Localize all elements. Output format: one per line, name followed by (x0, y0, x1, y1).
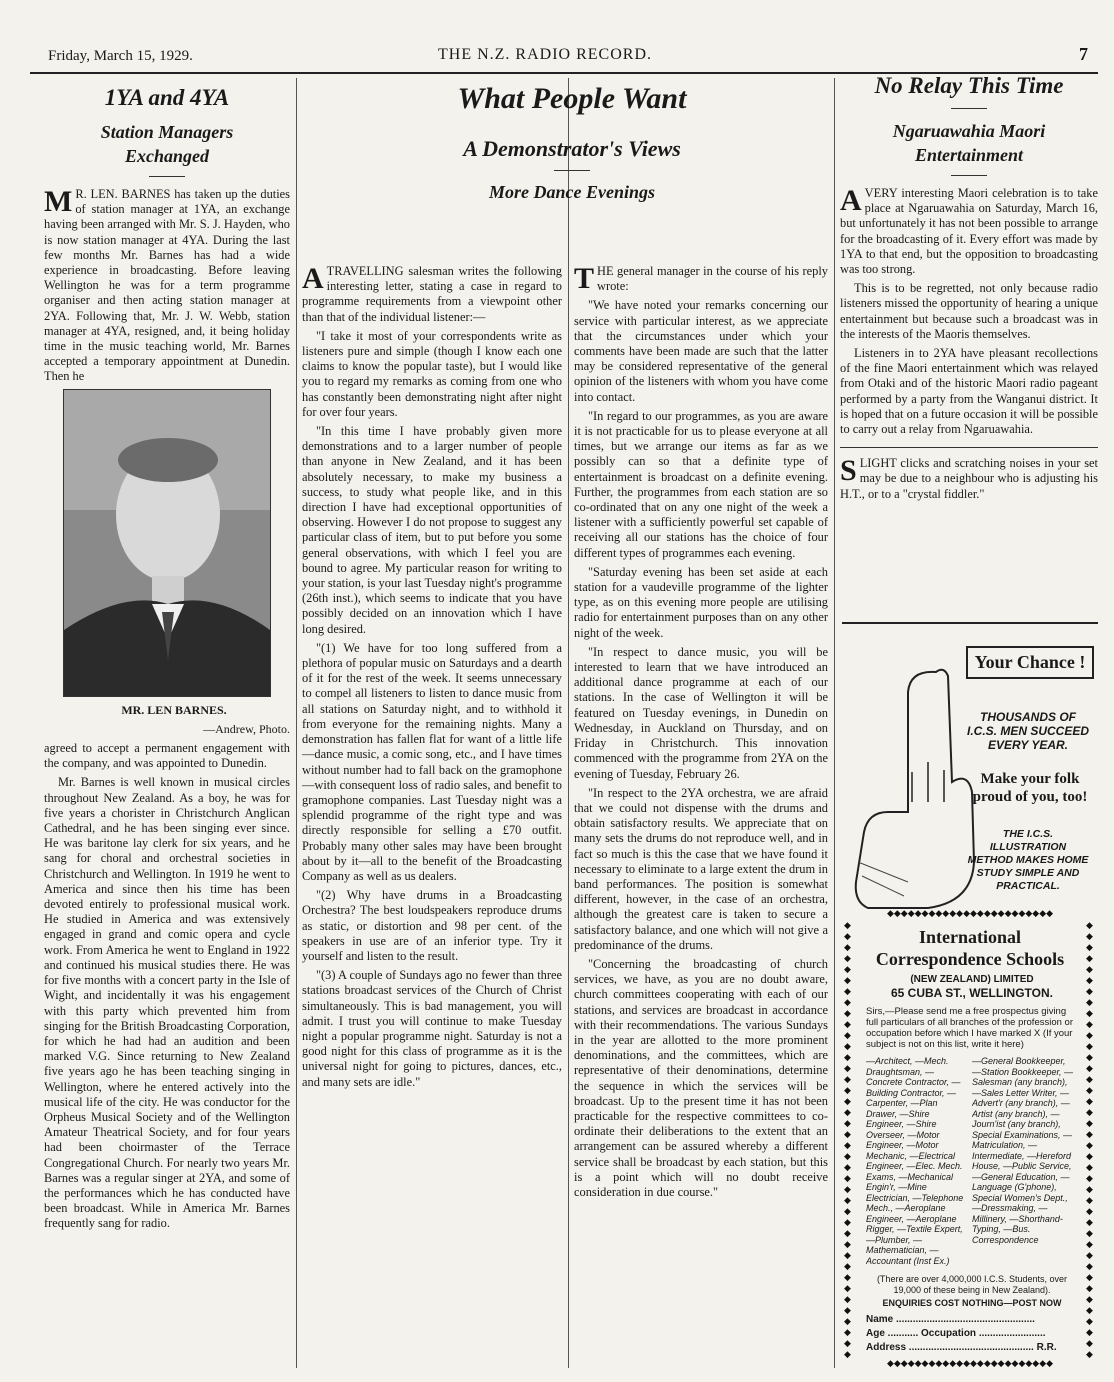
masthead: THE N.Z. RADIO RECORD. (438, 46, 652, 63)
article-paragraph: ATRAVELLING salesman writes the following interesting letter, stating a case in regard to programme requirements from a viewpoint other than that of the individual listener:— (302, 262, 562, 324)
column-divider (834, 78, 835, 1368)
coupon-age-occupation-field[interactable]: Age ........... Occupation ........................ (866, 1328, 1046, 1339)
diamond-border: ◆ ◆ ◆ ◆ ◆ ◆ ◆ ◆ ◆ ◆ ◆ ◆ ◆ ◆ ◆ ◆ ◆ ◆ ◆ ◆ ◆ ◆ ◆ ◆ ◆ ◆ ◆ ◆ ◆ ◆ ◆ ◆ ◆ ◆ ◆ ◆ ◆ ◆ ◆ ◆ (844, 920, 851, 1359)
article-subhead: Station Managers Exchanged (100, 122, 234, 166)
school-address: 65 CUBA ST., WELLINGTON. (890, 986, 1053, 1000)
article-headline: What People Want (457, 82, 687, 115)
ad-tagline-2: Make your folk proud of you, too! (972, 771, 1088, 805)
issue-date: Friday, March 15, 1929. (48, 48, 193, 64)
article-paragraph: "In regard to our programmes, as you are aware it is not practicable for us to please everyone at all times, but we arrange our items as far as we possibly can so that a definite type of entertainment is broadcast on a definite evening. Further, the programmes from each station are so co-ordinated that on any one night of the week a listener with a sufficiently powerful set capable of receiving all our stations has the choice of four different types of programmes each evening. (574, 408, 828, 560)
article-paragraph: "We have noted your remarks concerning our service with particular interest, as we appreciate that the circumstances under which your comments have been made are such that the latter may be considered representative of the general opinion of the listeners with whom you have come into contact. (574, 298, 828, 404)
article-paragraph: "Concerning the broadcasting of church services, we have, as you are no doubt aware, church committees cooperating with each of our stations, and services are broadcast in accordance with their recommendations. The various Sundays in the year are allotted to the more prominent denominations, and the committees, which are representative of their denominations, determine the sequence in which the services will be broadcast. Up to the present time it has not been practicable for the respective committees to co-ordinate their deliberations to the extent that an arrangement can be assured whereby a different service shall be broadcast by each station, but this is a point which will no doubt receive consideration in due course." (574, 956, 828, 1199)
article-what-people-want (302, 78, 687, 1094)
enquiries-line: ENQUIRIES COST NOTHING—POST NOW (882, 1298, 1062, 1308)
diamond-border: ◆ ◆ ◆ ◆ ◆ ◆ ◆ ◆ ◆ ◆ ◆ ◆ ◆ ◆ ◆ ◆ ◆ ◆ ◆ ◆ ◆ ◆ ◆ ◆ ◆ ◆ ◆ ◆ ◆ ◆ ◆ ◆ ◆ ◆ ◆ ◆ ◆ ◆ ◆ ◆ (1086, 920, 1093, 1359)
article-paragraph: SLIGHT clicks and scratching noises in your set may be due to a neighbour who is adjusting his H.T., or to a "crystal fiddler." (840, 454, 1098, 501)
article-paragraph: This is to be regretted, not only because radio listeners missed the opportunity of hearing a unique entertainment but because such a broadcast was in the interests of the Maoris themselves. (840, 281, 1098, 341)
drop-cap: M (44, 185, 73, 218)
drop-cap: S (840, 454, 857, 488)
portrait-photo (63, 389, 271, 697)
article-subhead: Ngaruawahia Maori Entertainment (892, 121, 1046, 165)
pointing-hand-illustration (848, 662, 978, 912)
article-headline: 1YA and 4YA (104, 85, 230, 110)
course-list-left: —Architect, —Mech. Draughtsman, —Concrete Contractor, —Building Contractor, —Carpenter, —Plan Drawer, —Shire Engineer, —Shire Overseer, —Motor Engineer, —Motor Mechanic, —Electrical Engineer, —Elec. Mech. Exams, —Mechanical Engin'r, —Mine Electrician, —Telephone Mech., —Aeroplane Engineer, —Aeroplane Rigger, —Textile Expert, —Plumber, —Mathematician, —Accountant (Inst Ex.) (866, 1056, 964, 1266)
page-number: 7 (1079, 44, 1088, 64)
student-count-note: (There are over 4,000,000 I.C.S. Students, over 19,000 of these being in New Zealand). (876, 1274, 1068, 1295)
article-headline: No Relay This Time (874, 73, 1064, 98)
article-subhead: A Demonstrator's Views (463, 136, 681, 161)
column-divider (296, 78, 297, 1368)
divider-dash (951, 175, 987, 176)
ad-tagline-3: THE I.C.S. ILLUSTRATION METHOD MAKES HOME STUDY SIMPLE AND PRACTICAL. (967, 828, 1089, 892)
item-rule (840, 447, 1098, 448)
article-paragraph: "Saturday evening has been set aside at each station for a vaudeville programme of the lighter type, as on this evening more people are utilising radio for entertainment purposes than on any other night of the week. (574, 564, 828, 640)
article-paragraph: "(2) Why have drums in a Broadcasting Orchestra? The best loudspeakers reproduce drums as static, or distortion and 98 per cent. of the speakers in use are of an inferior type. Try it yourself and listen to the result. (302, 888, 562, 963)
drop-cap: A (302, 262, 324, 295)
article-subhead-2: More Dance Evenings (489, 182, 655, 202)
article-paragraph: "I take it most of your correspondents write as listeners pure and simple (though I know each one claims to know the popular taste), but I would like you to regard my remarks as coming from one who has constantly been demonstrating night after night for over four years. (302, 328, 562, 419)
article-paragraph: Listeners in to 2YA have pleasant recollections of the fine Maori entertainment which was relayed from Otaki and of the historic Maori radio pageant performed by a party from the Wanganui district. It is hoped that on a future occasion it will be possible to carry out a relay from Ngaruawahia. (840, 346, 1098, 437)
article-paragraph: "(1) We have for too long suffered from a plethora of popular music on Saturdays and a dearth of it for the rest of the week. It seems unnecessary to compel all listeners to listen to dance music from all stations on Saturday night, and to withhold it from everyone for the remaining nights. Many a demonstration has fallen flat for want of a little life—dance music, a comic song, etc., and I have times without number had to fall back on the gramophone—with consequent loss of radio sales, and benefit to gramophone companies. Last Tuesday night was a splendid programme of the right type and was directly responsible for selling a £70 outfit. Probably many other sales may have been brought about by it—all to the benefit of the Broadcasting Company as well as us dealers. (302, 640, 562, 883)
article-paragraph: "In this time I have probably given more demonstrations and to a larger number of people than anyone in New Zealand, and it has been absolutely necessary, to make my business a success, to study what people like, and in this direction I have had exceptional opportunities of observing. However I do not propose to suggest any particular class of item, but to put before you some general observations, with which I feel you are bound to agree. My particular reason for writing to your station, is your last Tuesday night's programme (26th inst.), which seems to indicate that you have possibly decided on an innovation which I have long desired. (302, 424, 562, 636)
article-no-relay (840, 73, 1098, 506)
ad-tagline-1: THOUSANDS OF I.C.S. MEN SUCCEED EVERY YEAR. (966, 710, 1089, 752)
ics-advertisement (842, 622, 1098, 1374)
article-reply (574, 78, 828, 1204)
course-list-right: —General Bookkeeper, —Station Bookkeeper, —Salesman (any branch), —Sales Letter Writer, —Advert'r (any branch), —Artist (any branch), —Journ'ist (any branch), Special Examinations, —Matriculation, —Intermediate, —Hereford House, —Public Service, —General Education, —Language (G'phone), Special Women's Dept., —Dressmaking, —Millinery, —Shorthand-Typing, —Bus. Correspondence (972, 1056, 1074, 1245)
drop-cap: T (574, 262, 595, 295)
divider-dash (951, 108, 987, 109)
school-name: International Correspondence Schools (875, 927, 1065, 969)
article-paragraph: AVERY interesting Maori celebration is to take place at Ngaruawahia on Saturday, March 16, but unfortunately it has not been possible to arrange for the broadcasting of it. Every effort was made by 1YA to that end, but the opposition to broadcasting was too strong. (840, 184, 1098, 277)
coupon-address-field[interactable]: Address ............................................. R.R. (866, 1342, 1057, 1353)
diamond-border: ◆◆◆◆◆◆◆◆◆◆◆◆◆◆◆◆◆◆◆◆◆◆◆◆ (886, 1358, 1054, 1368)
photo-caption: MR. LEN BARNES. (121, 702, 227, 717)
drop-cap: A (840, 184, 862, 217)
ad-headline: Your Chance ! (966, 646, 1094, 679)
article-paragraph: THE general manager in the course of his reply wrote: (574, 262, 828, 295)
column-divider (568, 78, 569, 1368)
article-paragraph: "In respect to the 2YA orchestra, we are afraid that we could not dispense with the drums and obtain satisfactory results. We appreciate that on many sets the drums do not reproduce well, and in fact so much is this the case that we have found it necessary to eliminate to a large extent the drum in band performances. The position is somewhat different, however, in the case of an orchestra, although the greatest care is taken to secure a satisfactory balance, and one which will not give a predominance of the drums. (574, 785, 828, 952)
coupon-name-field[interactable]: Name .................................................. (866, 1314, 1035, 1325)
article-paragraph: Mr. Barnes is well known in musical circles throughout New Zealand. As a boy, he was for five years a chorister in Christchurch Anglican Cathedral, and he has been singing ever since. He was baritone lay clerk for six years, and he sang for choral and orchestral societies in Christchurch and Wellington. In 1919 he went to America and since then his time has been devoted entirely to professional musical work. He studied in America and was extensively engaged in grand and comic opera and cycle work. From America he went to England in 1922 and continued his musical studies there. He was for five months with a concert party in the Isle of Wight, and incidentally it was his engagement with this party which prevented him from singing for the British Broadcasting Corporation, for which he had had an audition and been marked V.G. Since returning to New Zealand five years ago he has been teaching singing in Wellington, where he entered actively into the musical life of the city. He was conductor for the Orpheus Musical Society and of the Wellington Amateur Theatrical Society, and for four years had been choirmaster of the Terrace Congregational Church. For nearly two years Mr. Barnes was a regular singer at 2YA, and some of the performances which he has conducted have been broadcast. While in America Mr. Barnes frequently sang for radio. (44, 775, 290, 1231)
article-paragraph: agreed to accept a permanent engagement with the company, and was appointed to Dunedin. (44, 741, 290, 771)
page-header (48, 44, 1088, 70)
ad-top-rule (842, 622, 1098, 624)
photo-credit: —Andrew, Photo. (203, 721, 290, 736)
article-paragraph: "In respect to dance music, you will be interested to learn that we have introduced an additional dance programme at each of our stations. In the case of Wellington it will be featured on Tuesday evenings, in Dunedin on Wednesday, in Auckland on Thursday, and on Friday in Christchurch. This innovation commenced with the programme from 2YA on the evening of Tuesday, February 26. (574, 644, 828, 781)
article-paragraph: "(3) A couple of Sundays ago no fewer than three stations broadcast services of the Church of Christ simultaneously. This is bad management, you will admit. I trust you will continue to make Tuesday night a popular programme night. Saturday is not a good night for this class of programme as it is the universal night for going to pictures, dances, etc., and many sets are idle." (302, 968, 562, 1089)
article-1ya-4ya (44, 78, 290, 1236)
school-subtitle: (NEW ZEALAND) LIMITED (910, 974, 1034, 985)
coupon-intro: Sirs,—Please send me a free prospectus giving full particulars of all branches of the profession or occupation before which I have marked X (If your subject is not on this list, write it here) (866, 1006, 1073, 1050)
article-paragraph: M R. LEN. BARNES has taken up the duties of station manager at 1YA, an exchange having been arranged with Mr. S. J. Hayden, who is now station manager at 4YA. During the last few months Mr. Barnes has had a wide experience in broadcasting. Before leaving Wellington he was for a term programme organiser and then acting station manager at 2YA. Following that, Mr. J. W. Webb, station manager at 4YA, resigned, and, it being holiday time in the music teaching world, Mr. Barnes accepted a temporary appointment at Dunedin. Then he (44, 185, 290, 384)
diamond-border: ◆◆◆◆◆◆◆◆◆◆◆◆◆◆◆◆◆◆◆◆◆◆◆◆ (886, 908, 1054, 918)
divider-dash (149, 176, 185, 177)
